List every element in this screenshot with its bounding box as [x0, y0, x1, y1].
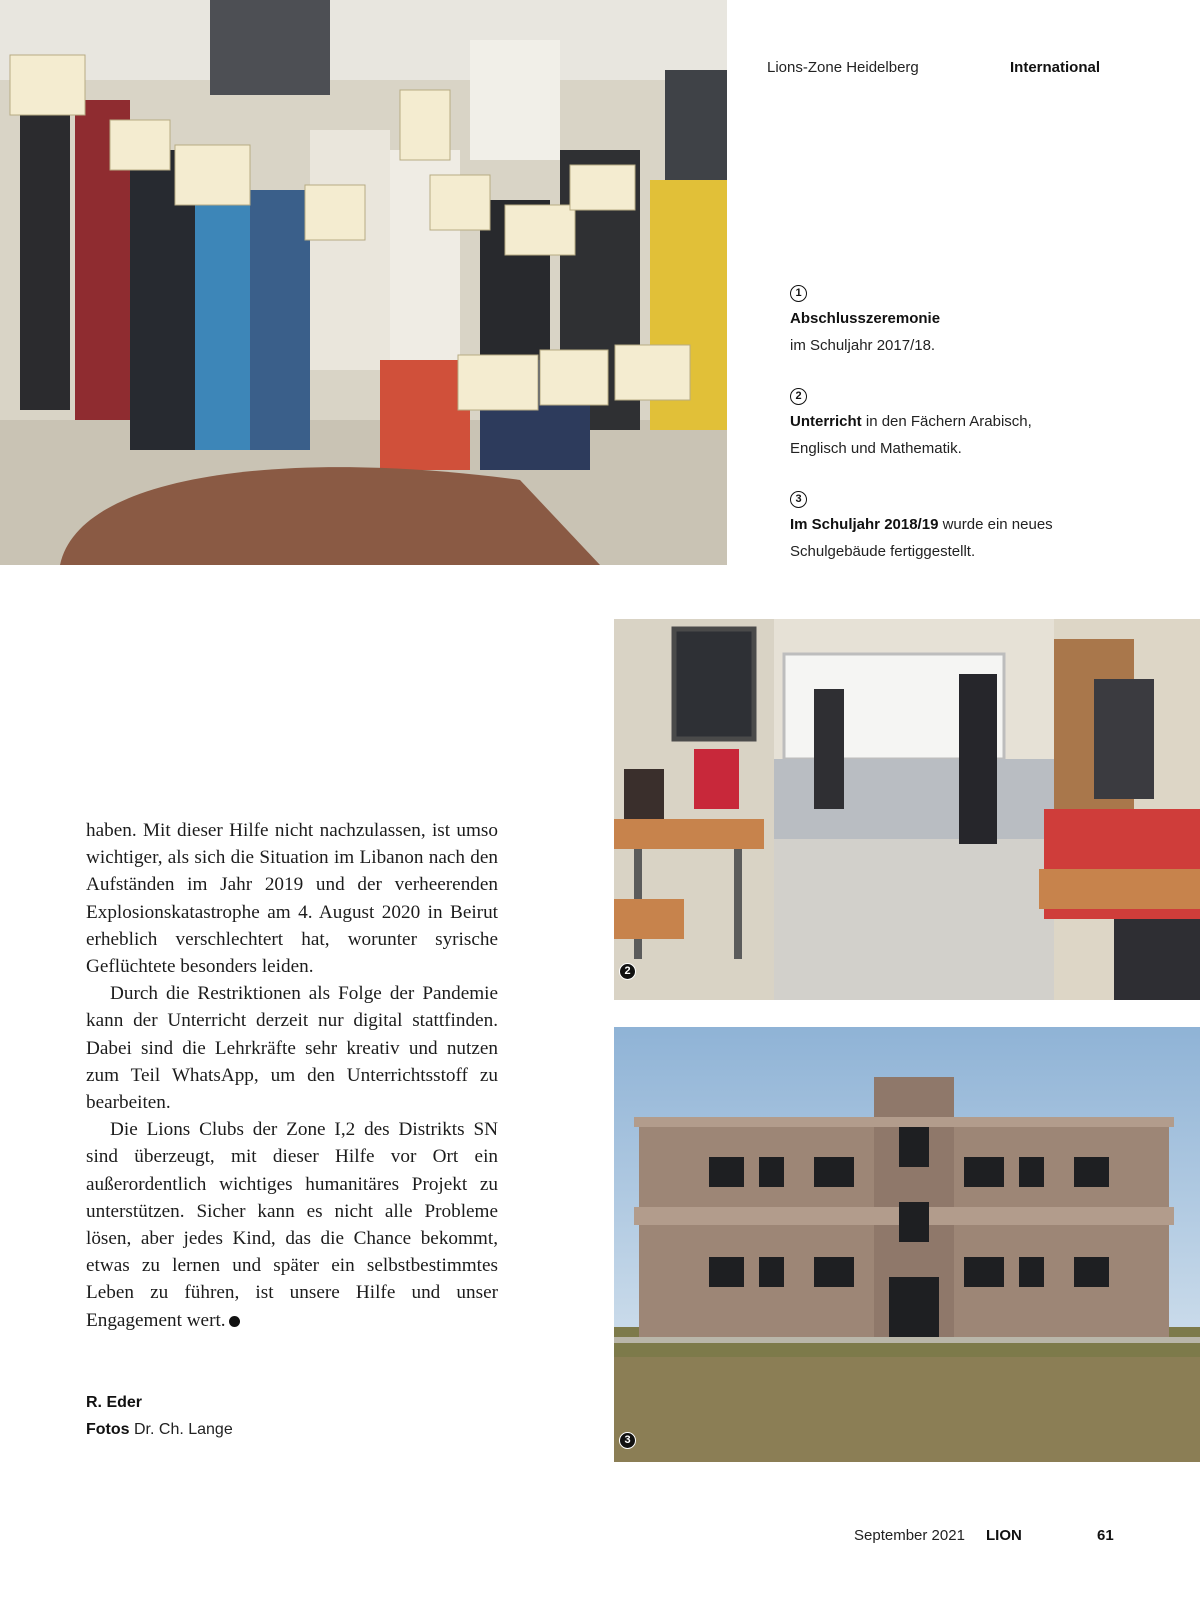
article-body: [86, 817, 498, 1334]
body-paragraph-last: [86, 1116, 498, 1334]
photo-graduation-ceremony: [0, 0, 727, 565]
photo-classroom: [614, 619, 1200, 1000]
caption-text: in den Fächern Arabisch, Englisch und Mathematik.: [790, 413, 1032, 457]
author-name: R. Eder: [86, 1394, 143, 1411]
photo-number-badge: 2: [619, 963, 636, 980]
running-header-section: International: [1010, 59, 1101, 76]
caption-bold: Abschlusszeremonie: [790, 310, 941, 327]
end-of-article-mark: L: [229, 1316, 240, 1327]
body-paragraph: Durch die Restriktionen als Folge der Pandemie kann der Unterricht derzeit nur digital stattfinden. Dabei sind die Lehrkräfte sehr kreativ und nutzen zum Teil WhatsApp, um den Unterrichtsstoff zu bearbeiten.: [86, 983, 498, 1114]
body-paragraph: haben. Mit dieser Hilfe nicht nachzulassen, ist umso wichtiger, als sich die Situation im Libanon nach den Aufständen im Jahr 2019 und der verheerenden Explosionskatastrophe am 4. August 2020 in Beirut erheblich verschlechtert hat, worunter syrische Geflüchtete besonders leiden.: [86, 820, 498, 978]
photo-credit-name: Dr. Ch. Lange: [129, 1421, 233, 1438]
caption-bold: Unterricht: [790, 413, 862, 430]
page-number: 61: [1097, 1527, 1114, 1544]
body-paragraph-text: Die Lions Clubs der Zone I,2 des Distrikts SN sind überzeugt, mit dieser Hilfe vor Ort ein außerordentlich wichtiges humanitäres Projekt zu unterstützen. Sicher kann es nicht alle Probleme lösen, aber jedes Kind, das die Chance bekommt, etwas zu lernen und später ein selbstbestimmtes Leben zu führen, ist unsere Hilfe und unser Engagement wert.: [86, 1119, 498, 1331]
caption-number-badge: 1: [790, 285, 807, 302]
caption-number-badge: 3: [790, 491, 807, 508]
footer-magazine-name: LION: [986, 1527, 1022, 1544]
caption-number-badge: 2: [790, 388, 807, 405]
photo-number-badge: 3: [619, 1432, 636, 1449]
article-credits: [86, 1389, 233, 1443]
footer-issue-date: September 2021: [854, 1527, 965, 1544]
running-header-zone: Lions-Zone Heidelberg: [767, 59, 919, 76]
caption-2: [790, 381, 1090, 462]
caption-1: [790, 278, 1090, 359]
photo-captions: [790, 278, 1090, 587]
photo-credit-label: Fotos: [86, 1421, 130, 1438]
caption-text: im Schuljahr 2017/18.: [790, 337, 936, 354]
caption-text: wurde ein neues Schulgebäude fertiggestellt.: [790, 516, 1053, 560]
photo-school-building: [614, 1027, 1200, 1462]
caption-3: [790, 484, 1090, 565]
caption-bold: Im Schuljahr 2018/19: [790, 516, 939, 533]
